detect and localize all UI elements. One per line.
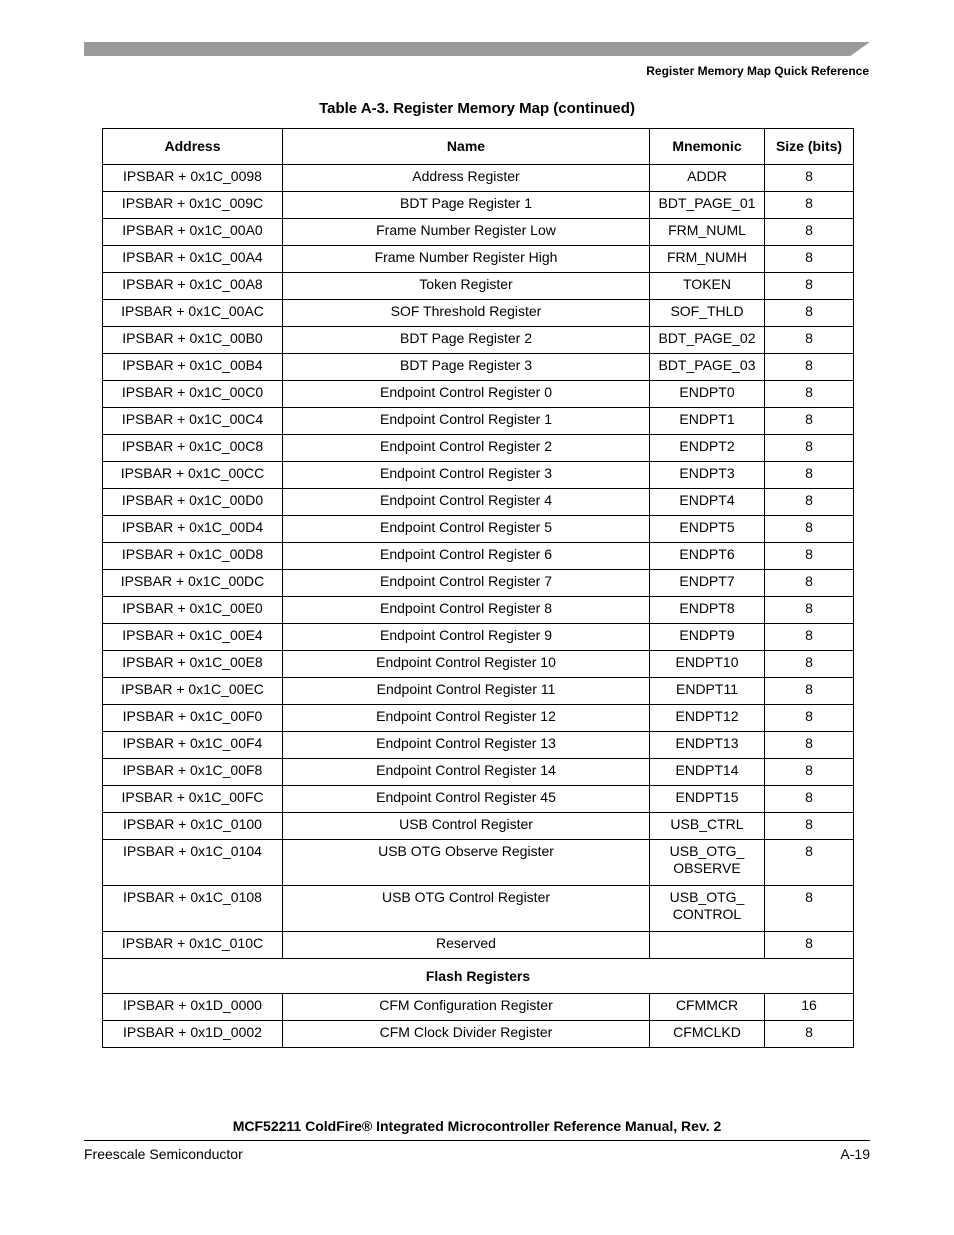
mnemonic-cell: ENDPT4 (650, 489, 765, 516)
name-cell: USB OTG Control Register (283, 886, 650, 932)
table-row (103, 300, 854, 327)
mnemonic-cell: ENDPT10 (650, 651, 765, 678)
mnemonic-cell: ENDPT15 (650, 786, 765, 813)
address-cell: IPSBAR + 0x1C_010C (103, 932, 283, 959)
name-cell: BDT Page Register 3 (283, 354, 650, 381)
mnemonic-cell: CFMMCR (650, 994, 765, 1021)
mnemonic-cell: ENDPT2 (650, 435, 765, 462)
name-cell: Endpoint Control Register 5 (283, 516, 650, 543)
table-row (103, 489, 854, 516)
name-cell: USB Control Register (283, 813, 650, 840)
address-cell: IPSBAR + 0x1C_00E4 (103, 624, 283, 651)
mnemonic-cell: USB_CTRL (650, 813, 765, 840)
size-cell: 8 (765, 165, 854, 192)
mnemonic-cell (650, 932, 765, 959)
address-cell: IPSBAR + 0x1C_00C4 (103, 408, 283, 435)
address-cell: IPSBAR + 0x1C_00B4 (103, 354, 283, 381)
column-header-address: Address (103, 129, 283, 165)
mnemonic-cell: ENDPT11 (650, 678, 765, 705)
name-cell: Address Register (283, 165, 650, 192)
mnemonic-cell: FRM_NUMH (650, 246, 765, 273)
size-cell: 16 (765, 994, 854, 1021)
table-row (103, 435, 854, 462)
table-header-row (103, 129, 854, 165)
mnemonic-cell: ENDPT14 (650, 759, 765, 786)
size-cell: 8 (765, 516, 854, 543)
address-cell: IPSBAR + 0x1C_00F4 (103, 732, 283, 759)
table-row (103, 705, 854, 732)
mnemonic-cell: ENDPT6 (650, 543, 765, 570)
mnemonic-cell: CFMCLKD (650, 1021, 765, 1048)
header-bar (84, 42, 870, 56)
size-cell: 8 (765, 813, 854, 840)
table-row (103, 273, 854, 300)
table-row (103, 597, 854, 624)
address-cell: IPSBAR + 0x1C_0098 (103, 165, 283, 192)
name-cell: Endpoint Control Register 11 (283, 678, 650, 705)
size-cell: 8 (765, 732, 854, 759)
mnemonic-cell: BDT_PAGE_01 (650, 192, 765, 219)
address-cell: IPSBAR + 0x1C_00E0 (103, 597, 283, 624)
address-cell: IPSBAR + 0x1C_00D0 (103, 489, 283, 516)
name-cell: Endpoint Control Register 45 (283, 786, 650, 813)
name-cell: Endpoint Control Register 6 (283, 543, 650, 570)
mnemonic-cell: ENDPT1 (650, 408, 765, 435)
register-table (102, 128, 854, 1048)
name-cell: Endpoint Control Register 3 (283, 462, 650, 489)
mnemonic-cell: BDT_PAGE_03 (650, 354, 765, 381)
table-row (103, 732, 854, 759)
name-cell: BDT Page Register 1 (283, 192, 650, 219)
table-row (103, 165, 854, 192)
table-row (103, 759, 854, 786)
address-cell: IPSBAR + 0x1C_00A0 (103, 219, 283, 246)
mnemonic-cell: ENDPT13 (650, 732, 765, 759)
name-cell: Endpoint Control Register 10 (283, 651, 650, 678)
mnemonic-cell: ENDPT5 (650, 516, 765, 543)
address-cell: IPSBAR + 0x1C_00AC (103, 300, 283, 327)
table-row (103, 543, 854, 570)
name-cell: Endpoint Control Register 12 (283, 705, 650, 732)
address-cell: IPSBAR + 0x1C_0104 (103, 840, 283, 886)
address-cell: IPSBAR + 0x1C_00A8 (103, 273, 283, 300)
size-cell: 8 (765, 273, 854, 300)
size-cell: 8 (765, 759, 854, 786)
address-cell: IPSBAR + 0x1C_00F8 (103, 759, 283, 786)
table-row (103, 624, 854, 651)
name-cell: Endpoint Control Register 2 (283, 435, 650, 462)
size-cell: 8 (765, 381, 854, 408)
name-cell: BDT Page Register 2 (283, 327, 650, 354)
size-cell: 8 (765, 840, 854, 886)
size-cell: 8 (765, 570, 854, 597)
running-head: Register Memory Map Quick Reference (646, 64, 869, 78)
page-number: A-19 (840, 1146, 870, 1162)
size-cell: 8 (765, 219, 854, 246)
publisher-name: Freescale Semiconductor (84, 1146, 243, 1162)
name-cell: CFM Clock Divider Register (283, 1021, 650, 1048)
address-cell: IPSBAR + 0x1C_009C (103, 192, 283, 219)
name-cell: Endpoint Control Register 1 (283, 408, 650, 435)
table-row (103, 678, 854, 705)
size-cell: 8 (765, 886, 854, 932)
table-row (103, 354, 854, 381)
size-cell: 8 (765, 408, 854, 435)
table-row (103, 219, 854, 246)
address-cell: IPSBAR + 0x1C_00D4 (103, 516, 283, 543)
size-cell: 8 (765, 651, 854, 678)
table-title: Table A-3. Register Memory Map (continued) (319, 100, 635, 117)
address-cell: IPSBAR + 0x1C_0108 (103, 886, 283, 932)
mnemonic-cell: ENDPT12 (650, 705, 765, 732)
address-cell: IPSBAR + 0x1C_00A4 (103, 246, 283, 273)
mnemonic-cell: ENDPT8 (650, 597, 765, 624)
name-cell: Endpoint Control Register 14 (283, 759, 650, 786)
table-row (103, 462, 854, 489)
table-row (103, 516, 854, 543)
table-row (103, 192, 854, 219)
table-row (103, 570, 854, 597)
table-row (103, 886, 854, 932)
table-row (103, 932, 854, 959)
name-cell: Frame Number Register Low (283, 219, 650, 246)
size-cell: 8 (765, 246, 854, 273)
mnemonic-line: CONTROL (672, 906, 742, 922)
address-cell: IPSBAR + 0x1C_00E8 (103, 651, 283, 678)
mnemonic-line: OBSERVE (673, 860, 741, 876)
size-cell: 8 (765, 678, 854, 705)
mnemonic-line: USB_OTG_ (669, 843, 745, 859)
table-row (103, 651, 854, 678)
address-cell: IPSBAR + 0x1C_00D8 (103, 543, 283, 570)
address-cell: IPSBAR + 0x1C_00C8 (103, 435, 283, 462)
address-cell: IPSBAR + 0x1C_00EC (103, 678, 283, 705)
mnemonic-cell: BDT_PAGE_02 (650, 327, 765, 354)
table-row (103, 381, 854, 408)
column-header-name: Name (283, 129, 650, 165)
mnemonic-cell: SOF_THLD (650, 300, 765, 327)
document-title: MCF52211 ColdFire® Integrated Microcontroller Reference Manual, Rev. 2 (232, 1118, 722, 1134)
size-cell: 8 (765, 624, 854, 651)
name-cell: USB OTG Observe Register (283, 840, 650, 886)
address-cell: IPSBAR + 0x1C_00C0 (103, 381, 283, 408)
name-cell: SOF Threshold Register (283, 300, 650, 327)
size-cell: 8 (765, 1021, 854, 1048)
name-cell: Endpoint Control Register 0 (283, 381, 650, 408)
name-cell: Token Register (283, 273, 650, 300)
address-cell: IPSBAR + 0x1D_0000 (103, 994, 283, 1021)
address-cell: IPSBAR + 0x1C_00B0 (103, 327, 283, 354)
table-body (103, 165, 854, 1048)
address-cell: IPSBAR + 0x1C_00FC (103, 786, 283, 813)
address-cell: IPSBAR + 0x1C_00F0 (103, 705, 283, 732)
column-header-size: Size (bits) (765, 129, 854, 165)
table-row (103, 813, 854, 840)
section-row (103, 959, 854, 994)
size-cell: 8 (765, 435, 854, 462)
mnemonic-cell: FRM_NUML (650, 219, 765, 246)
name-cell: Endpoint Control Register 8 (283, 597, 650, 624)
mnemonic-cell (650, 886, 765, 932)
table-row (103, 1021, 854, 1048)
mnemonic-cell (650, 840, 765, 886)
name-cell: Endpoint Control Register 7 (283, 570, 650, 597)
name-cell: Endpoint Control Register 9 (283, 624, 650, 651)
mnemonic-cell: ADDR (650, 165, 765, 192)
name-cell: Frame Number Register High (283, 246, 650, 273)
address-cell: IPSBAR + 0x1C_0100 (103, 813, 283, 840)
mnemonic-cell: ENDPT3 (650, 462, 765, 489)
size-cell: 8 (765, 597, 854, 624)
footer-rule (84, 1140, 870, 1141)
size-cell: 8 (765, 354, 854, 381)
mnemonic-cell: ENDPT7 (650, 570, 765, 597)
table-row (103, 994, 854, 1021)
size-cell: 8 (765, 192, 854, 219)
table-row (103, 840, 854, 886)
table-row (103, 408, 854, 435)
address-cell: IPSBAR + 0x1C_00DC (103, 570, 283, 597)
size-cell: 8 (765, 462, 854, 489)
mnemonic-cell: TOKEN (650, 273, 765, 300)
name-cell: Endpoint Control Register 4 (283, 489, 650, 516)
size-cell: 8 (765, 786, 854, 813)
name-cell: Reserved (283, 932, 650, 959)
table-row (103, 786, 854, 813)
name-cell: Endpoint Control Register 13 (283, 732, 650, 759)
table-row (103, 246, 854, 273)
mnemonic-line: USB_OTG_ (669, 889, 745, 905)
section-title: Flash Registers (103, 959, 854, 994)
name-cell: CFM Configuration Register (283, 994, 650, 1021)
address-cell: IPSBAR + 0x1C_00CC (103, 462, 283, 489)
mnemonic-cell: ENDPT0 (650, 381, 765, 408)
size-cell: 8 (765, 543, 854, 570)
size-cell: 8 (765, 705, 854, 732)
size-cell: 8 (765, 300, 854, 327)
size-cell: 8 (765, 932, 854, 959)
address-cell: IPSBAR + 0x1D_0002 (103, 1021, 283, 1048)
size-cell: 8 (765, 327, 854, 354)
column-header-mnemonic: Mnemonic (650, 129, 765, 165)
mnemonic-cell: ENDPT9 (650, 624, 765, 651)
size-cell: 8 (765, 489, 854, 516)
table-row (103, 327, 854, 354)
